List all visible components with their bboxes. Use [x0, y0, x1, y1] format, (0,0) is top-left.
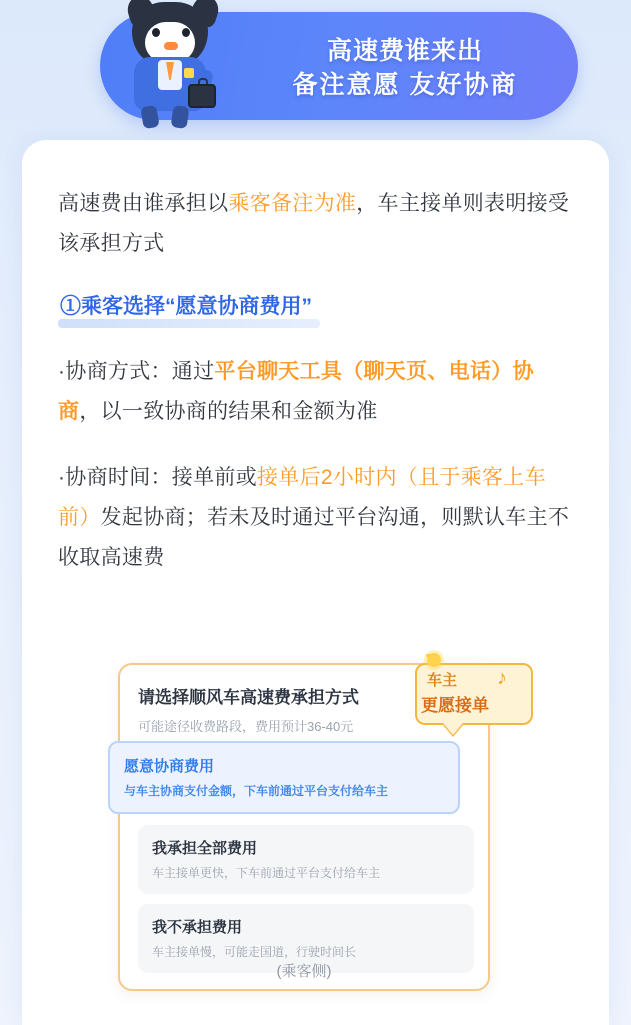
banner-title-line1: 高速费谁来出 [326, 37, 483, 65]
mock-subtitle: 可能途径收费路段，费用预计36-40元 [138, 719, 354, 734]
header-banner [100, 12, 578, 122]
mascot-leg-right [171, 105, 190, 129]
bullet2-pre: ·协商时间：接单前或 [58, 466, 257, 489]
bullet1-highlight: 平台聊天工具（聊天页、电话）协商 [58, 360, 534, 423]
bullet2-highlight: 接单后2小时内（且于乘客上车前） [58, 466, 546, 529]
music-note-icon: ♪ [497, 667, 507, 689]
option-pay-none-name: 我不承担费用 [152, 919, 243, 936]
option-negotiate-name: 愿意协商费用 [124, 758, 215, 775]
option-negotiate-desc: 与车主协商支付金额，下车前通过平台支付给车主 [124, 784, 389, 798]
option-pay-all-name: 我承担全部费用 [152, 840, 258, 857]
intro-text-pre: 高速费由谁承担以 [58, 192, 229, 215]
banner-title-line2: 备注意愿 友好协商 [292, 71, 518, 99]
mascot-nose [164, 42, 178, 50]
mascot-badge [184, 68, 194, 78]
option-pay-all[interactable] [138, 825, 474, 894]
option-pay-all-desc: 车主接单更快，下车前通过平台支付给车主 [152, 866, 381, 880]
intro-paragraph [58, 184, 573, 264]
mock-caption: (乘客侧) [276, 963, 332, 980]
sparkle-icon [425, 649, 441, 665]
intro-text-post: ，车主接单则表明接受该承担方式 [58, 192, 570, 255]
option-pay-none-desc: 车主接单慢，可能走国道，行驶时间长 [152, 945, 357, 959]
callout-line2: 更愿接单 [421, 696, 489, 715]
driver-preference-callout [415, 655, 533, 733]
mock-title: 请选择顺风车高速费承担方式 [138, 688, 359, 707]
mascot-eye-right [182, 28, 190, 37]
husky-mascot-icon [114, 2, 232, 132]
intro-highlight: 乘客备注为准 [228, 192, 357, 215]
mascot-eye-left [152, 28, 160, 37]
bullet2-post: 发起协商；若未及时通过平台沟通，则默认车主不收取高速费 [58, 506, 570, 569]
option-negotiate[interactable] [108, 741, 460, 814]
callout-line1: 车主 [427, 672, 458, 689]
bullet1-pre: ·协商方式：通过 [58, 360, 215, 383]
section-title-wrap [58, 290, 573, 352]
section-title: ①乘客选择“愿意协商费用” [58, 292, 314, 324]
bullet-negotiation-method [58, 352, 573, 432]
banner-title [250, 34, 560, 102]
bullet-negotiation-time [58, 458, 573, 578]
bullet1-post: ，以一致协商的结果和金额为准 [79, 400, 378, 423]
briefcase-icon [188, 84, 216, 108]
